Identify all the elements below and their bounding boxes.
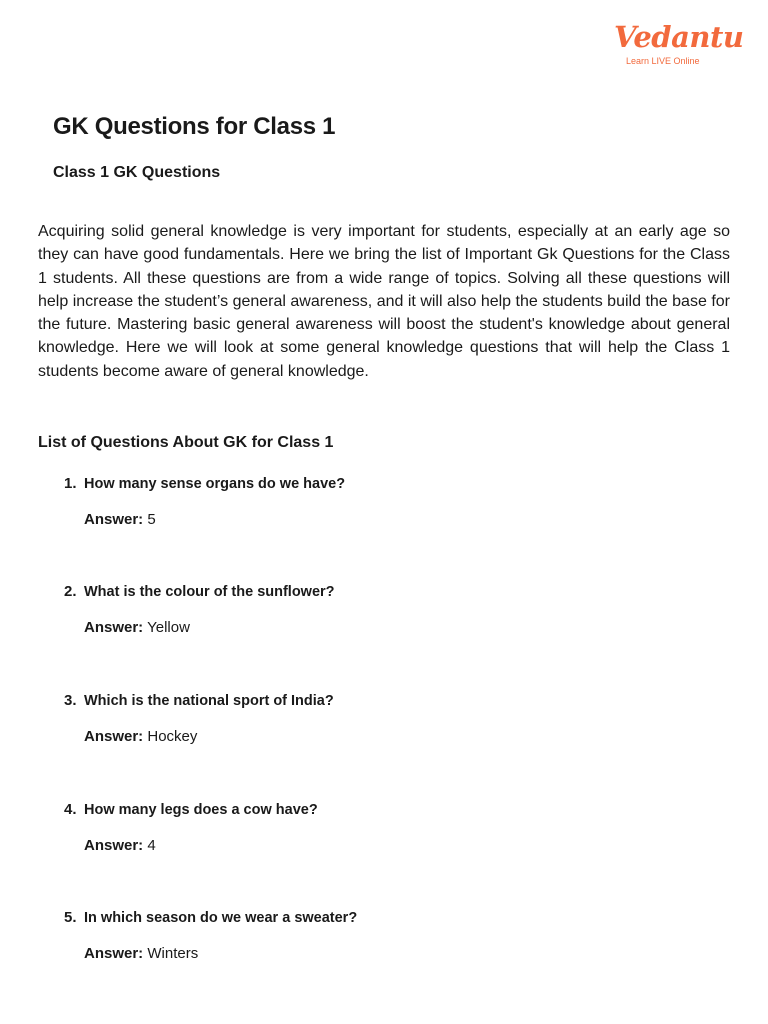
- question-item: [64, 474, 724, 530]
- question-text: How many legs does a cow have?: [84, 802, 318, 818]
- question-number: 3.: [64, 692, 77, 709]
- question-text: In which season do we wear a sweater?: [84, 910, 358, 926]
- answer-text: 4: [147, 837, 156, 854]
- question-item: [64, 691, 724, 747]
- answer-text: 5: [147, 511, 156, 528]
- question-item: [64, 582, 724, 638]
- question-number: 1.: [64, 475, 77, 492]
- answer-label: Answer:: [84, 511, 144, 528]
- logo-tagline: Learn LIVE Online: [626, 56, 700, 66]
- question-row: [64, 474, 724, 494]
- answer-label: Answer:: [84, 837, 144, 854]
- answer-row: [84, 510, 724, 530]
- answer-row: [84, 944, 724, 964]
- answer-label: Answer:: [84, 945, 144, 962]
- question-item: [64, 908, 724, 964]
- answer-label: Answer:: [84, 619, 144, 636]
- page-subtitle: Class 1 GK Questions: [53, 164, 221, 181]
- question-row: [64, 691, 724, 711]
- question-number: 5.: [64, 909, 77, 926]
- answer-text: Yellow: [147, 619, 190, 636]
- question-text: What is the colour of the sunflower?: [84, 584, 335, 600]
- answer-row: [84, 727, 724, 747]
- question-text: Which is the national sport of India?: [84, 693, 334, 709]
- answer-label: Answer:: [84, 728, 144, 745]
- logo-wordmark: Vedantu: [614, 20, 744, 54]
- question-text: How many sense organs do we have?: [84, 476, 346, 492]
- question-number: 2.: [64, 583, 77, 600]
- answer-row: [84, 618, 724, 638]
- question-row: [64, 800, 724, 820]
- vedantu-logo: [614, 20, 744, 72]
- answer-text: Hockey: [147, 728, 198, 745]
- question-item: [64, 800, 724, 856]
- question-number: 4.: [64, 801, 77, 818]
- intro-paragraph: Acquiring solid general knowledge is very important for students, especially at an early age so they can have good fundamentals. Here we bring the list of Important Gk Questions for the Class 1 students. All these questions are from a wide range of topics. Solving all these questions will help increase the student’s general awareness, and it will also help the students build the base for the future. Mastering basic general awareness will boost the student's knowledge about general knowledge. Here we will look at some general knowledge questions that will help the Class 1 students become aware of general knowledge.: [38, 223, 730, 380]
- answer-row: [84, 836, 724, 856]
- answer-text: Winters: [147, 945, 199, 962]
- page-title: GK Questions for Class 1: [53, 113, 336, 140]
- question-row: [64, 582, 724, 602]
- questions-list-heading: List of Questions About GK for Class 1: [38, 434, 334, 451]
- question-row: [64, 908, 724, 928]
